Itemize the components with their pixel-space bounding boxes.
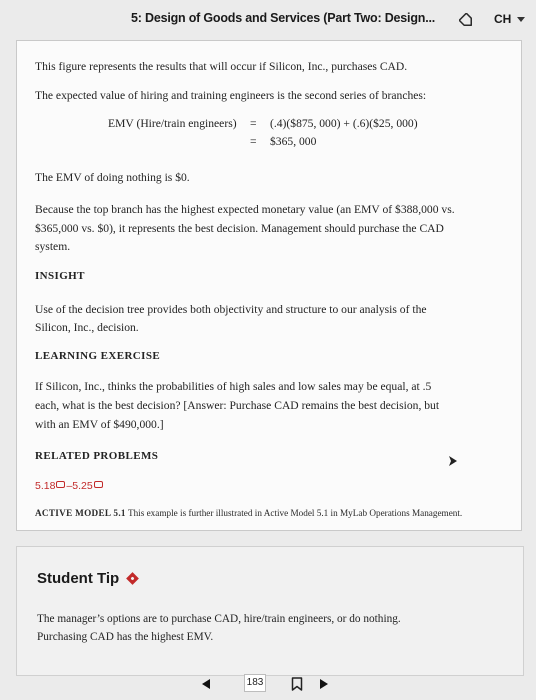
- intro-text: This figure represents the results that will occur if Silicon, Inc., purchases CAD.: [35, 60, 408, 73]
- related-problem-link-end[interactable]: 5.25: [72, 480, 93, 492]
- range-separator: –: [66, 480, 73, 492]
- equals-sign: =: [250, 117, 257, 130]
- exercise-heading: LEARNING EXERCISE: [35, 350, 161, 362]
- active-model-lead: ACTIVE MODEL 5.1: [35, 508, 126, 518]
- top-bar: [0, 0, 536, 40]
- active-model-text[interactable]: This example is further illustrated in Active Model 5.1 in MyLab Operations Management.: [127, 508, 463, 518]
- chevron-down-icon[interactable]: [517, 17, 525, 22]
- cursor-arrow-icon: [449, 456, 457, 466]
- exercise-line: If Silicon, Inc., thinks the probabilities of high sales and low sales may be equal, at .5: [35, 380, 432, 393]
- related-heading: RELATED PROBLEMS: [35, 450, 159, 462]
- next-page-icon[interactable]: [320, 679, 328, 689]
- bookmark-icon[interactable]: [291, 677, 303, 691]
- conclusion-line: system.: [35, 240, 71, 253]
- insight-line: Use of the decision tree provides both objectivity and structure to our analysis of the: [35, 303, 427, 316]
- language-selector[interactable]: CH: [494, 12, 512, 26]
- student-tip-title: Student Tip: [37, 570, 120, 587]
- section-title[interactable]: 5: Design of Goods and Services (Part Two: Design...: [131, 11, 436, 25]
- page-number-input[interactable]: 183: [244, 674, 266, 692]
- link-icon[interactable]: [56, 481, 65, 488]
- exercise-line: each, what is the best decision? [Answer: Purchase CAD remains the best decision, but: [35, 399, 440, 412]
- related-problem-link-start[interactable]: 5.18: [35, 480, 56, 492]
- conclusion-line: Because the top branch has the highest expected monetary value (an EMV of $388,000 vs.: [35, 203, 455, 216]
- conclusion-line: $365,000 vs. $0), it represents the best decision. Management should purchase the CAD: [35, 222, 444, 235]
- emv-result: $365, 000: [270, 135, 317, 148]
- do-nothing-text: The EMV of doing nothing is $0.: [35, 171, 190, 184]
- student-tip-line: Purchasing CAD has the highest EMV.: [37, 631, 214, 643]
- page-navigation: [0, 672, 536, 700]
- exercise-line: with an EMV of $490,000.]: [35, 418, 164, 431]
- previous-page-icon[interactable]: [202, 679, 210, 689]
- related-problems-links: [35, 480, 104, 492]
- link-icon[interactable]: [94, 481, 103, 488]
- insight-line: Silicon, Inc., decision.: [35, 321, 139, 334]
- emv-label: EMV (Hire/train engineers): [108, 117, 237, 130]
- student-tip-line: The manager’s options are to purchase CAD, hire/train engineers, or do nothing.: [37, 613, 401, 625]
- student-tip-card: [16, 546, 524, 676]
- expected-value-intro: The expected value of hiring and training engineers is the second series of branches:: [35, 89, 427, 102]
- active-model-note: [35, 508, 462, 518]
- insight-heading: INSIGHT: [35, 270, 85, 282]
- emv-expression: (.4)($875, 000) + (.6)($25, 000): [270, 117, 418, 130]
- tag-icon[interactable]: [459, 13, 475, 29]
- equals-sign: =: [250, 135, 257, 148]
